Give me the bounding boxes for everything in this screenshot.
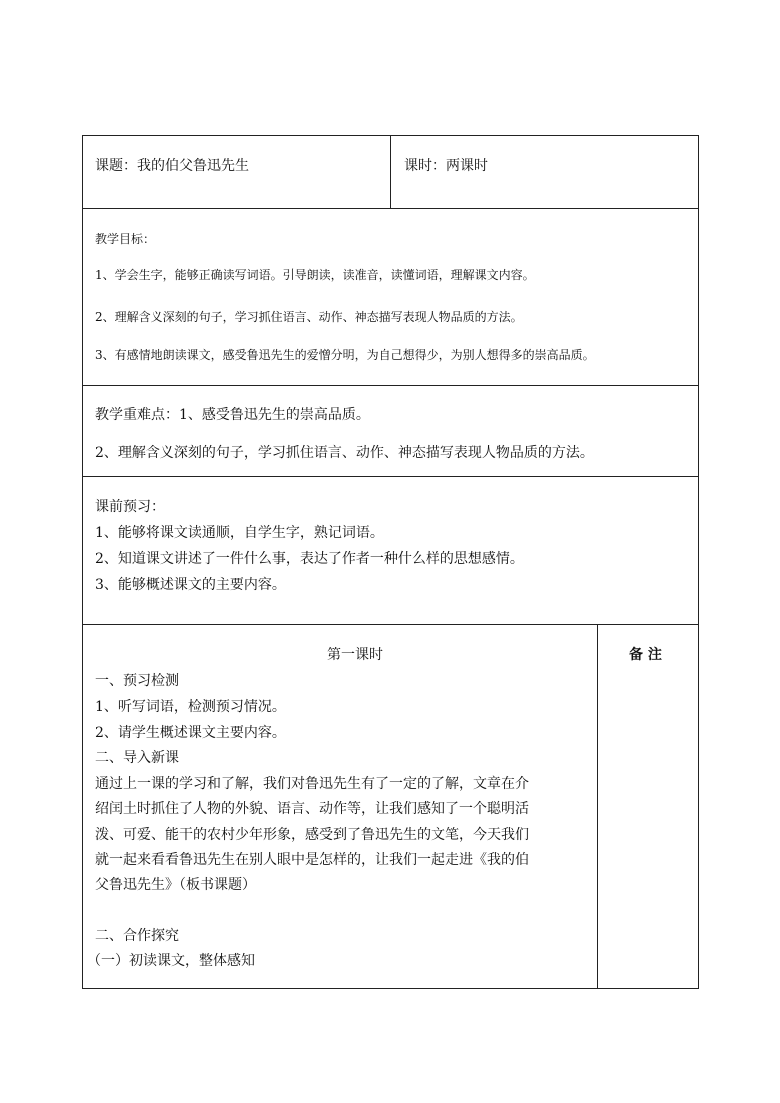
subsection-heading: （一）初读课文，整体感知 <box>87 953 255 969</box>
intro-line: 通过上一课的学习和了解，我们对鲁迅先生有了一定的了解，文章在介 <box>95 776 529 792</box>
objectives-row <box>82 209 699 386</box>
section-heading: 二、导入新课 <box>95 750 179 766</box>
section-heading: 二、合作探究 <box>95 928 179 944</box>
key-points-row <box>82 386 699 477</box>
preview-row <box>82 477 699 625</box>
header-row <box>82 135 699 209</box>
section-item: 2、请学生概述课文主要内容。 <box>95 725 286 741</box>
preview-heading: 课前预习： <box>95 499 165 515</box>
intro-line: 泼、可爱、能干的农村少年形象，感受到了鲁迅先生的文笔，今天我们 <box>95 827 529 843</box>
objectives-heading: 教学目标： <box>95 232 156 246</box>
period-label: 课时：两课时 <box>404 158 488 174</box>
intro-line: 绍闰土时抓住了人物的外貌、语言、动作等，让我们感知了一个聪明活 <box>95 801 529 817</box>
preview-item: 1、能够将课文读通顺，自学生字，熟记词语。 <box>95 525 384 541</box>
intro-line: 父鲁迅先生》（板书课题） <box>95 877 256 893</box>
objective-item: 2、理解含义深刻的句子，学习抓住语言、动作、神态描写表现人物品质的方法。 <box>95 310 523 324</box>
intro-line: 就一起来看看鲁迅先生在别人眼中是怎样的，让我们一起走进《我的伯 <box>95 852 529 868</box>
lesson-plan-table <box>82 135 699 989</box>
notes-divider <box>597 625 598 988</box>
topic-label: 课题：我的伯父鲁迅先生 <box>95 158 249 174</box>
notes-label: 备 注 <box>629 647 662 663</box>
objective-item: 3、有感情地朗读课文，感受鲁迅先生的爱憎分明，为自己想得少，为别人想得多的崇高品质。 <box>95 348 595 362</box>
lesson-title: 第一课时 <box>327 647 383 663</box>
column-divider <box>390 136 391 208</box>
section-item: 1、听写词语，检测预习情况。 <box>95 699 286 715</box>
preview-item: 3、能够概述课文的主要内容。 <box>95 577 286 593</box>
section-heading: 一、预习检测 <box>95 673 179 689</box>
key-points-line: 教学重难点：1、感受鲁迅先生的崇高品质。 <box>95 407 370 423</box>
objective-item: 1、学会生字，能够正确读写词语。引导朗读，读准音，读懂词语，理解课文内容。 <box>95 268 535 282</box>
lesson-row <box>82 625 699 989</box>
preview-item: 2、知道课文讲述了一件什么事，表达了作者一种什么样的思想感情。 <box>95 551 524 567</box>
key-points-line: 2、理解含义深刻的句子，学习抓住语言、动作、神态描写表现人物品质的方法。 <box>95 445 594 461</box>
